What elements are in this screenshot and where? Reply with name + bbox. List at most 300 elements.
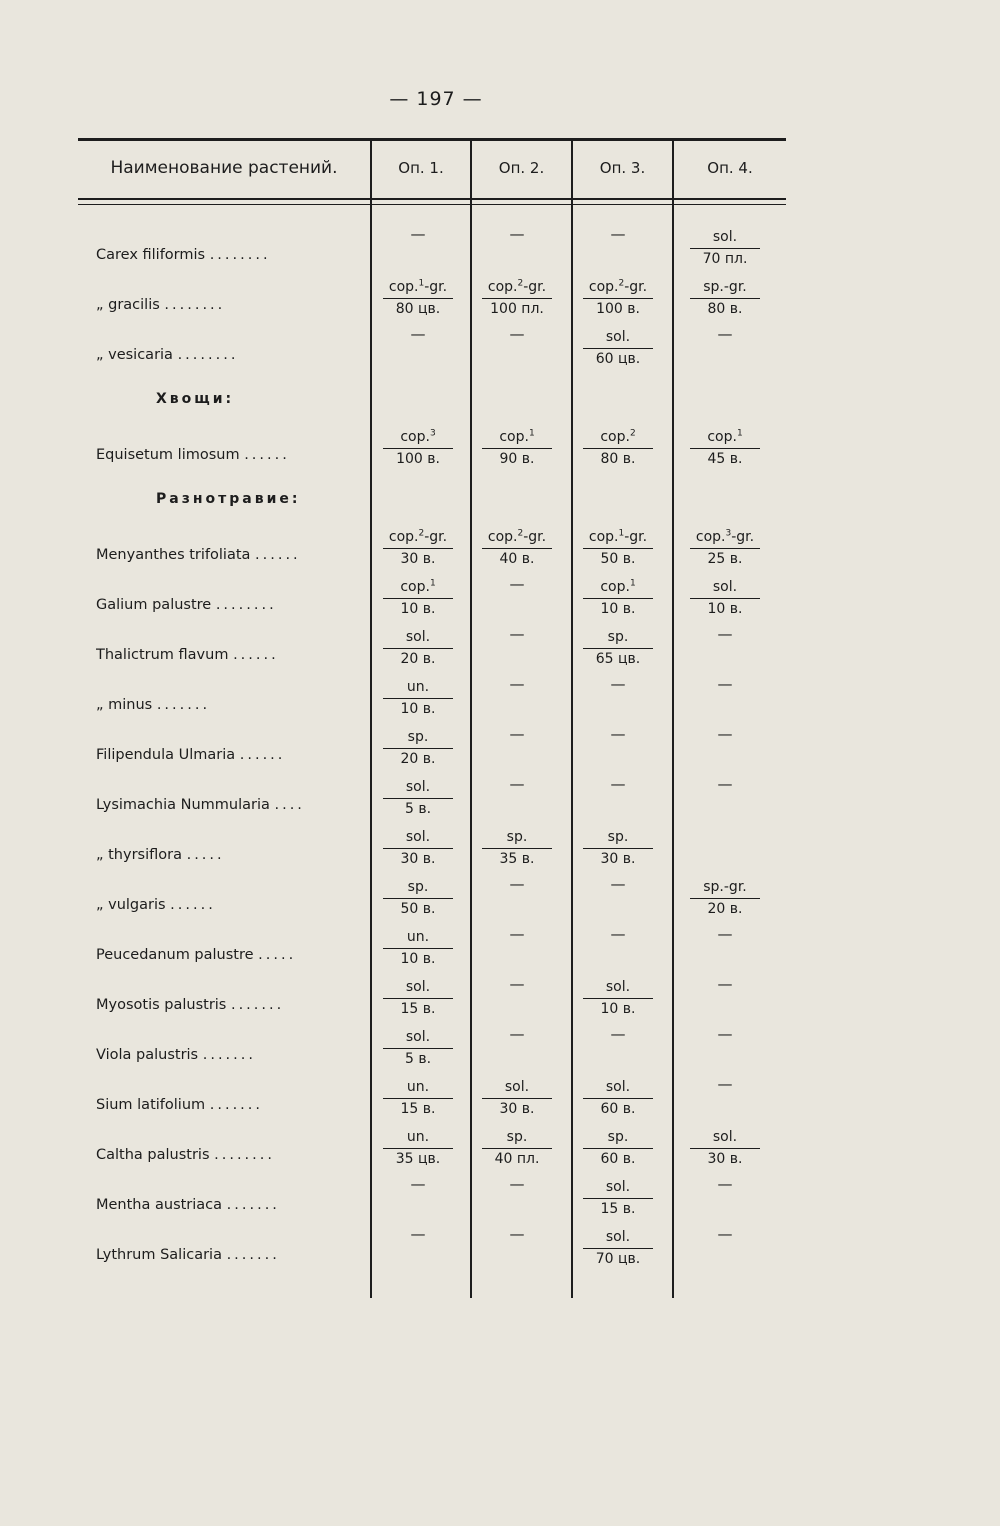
abundance-text: cop. [588, 529, 619, 545]
abundance-value [583, 977, 653, 997]
empty-dash: — [509, 1025, 525, 1043]
abundance-text: sp. [607, 629, 629, 645]
table-row [78, 773, 786, 823]
height-phase-value: 35 в. [499, 851, 535, 867]
abundance-cell [482, 323, 552, 373]
table-row [78, 823, 786, 873]
abundance-cell [690, 1173, 760, 1223]
height-phase-value: 30 в. [600, 851, 636, 867]
plant-name [96, 747, 366, 769]
abundance-cell [383, 1073, 453, 1123]
abundance-value [383, 1077, 453, 1097]
abundance-value [383, 1027, 453, 1047]
abundance-cell [583, 823, 653, 873]
height-phase-value: 45 в. [707, 451, 743, 467]
plant-name [96, 1047, 366, 1069]
height-phase-value: 20 в. [707, 901, 743, 917]
abundance-value [583, 1127, 653, 1147]
abundance-value [383, 877, 453, 897]
plant-name-text: „ vulgaris [96, 897, 166, 913]
abundance-text: cop. [499, 429, 529, 445]
abundance-cell [482, 1123, 552, 1173]
abundance-text: cop. [600, 429, 630, 445]
abundance-text: sol. [605, 1079, 631, 1095]
abundance-degree: 3 [429, 428, 436, 439]
header-op1: Оп. 1. [398, 159, 444, 177]
dot-leader: ...... [233, 647, 279, 663]
dot-leader: ....... [226, 1197, 280, 1213]
abundance-suffix: -gr. [523, 279, 547, 295]
abundance-value [482, 427, 552, 447]
abundance-value [690, 427, 760, 447]
abundance-cell [583, 623, 653, 673]
abundance-text: un. [406, 929, 430, 945]
header-op2: Оп. 2. [498, 159, 545, 177]
abundance-cell [583, 1023, 653, 1073]
dot-leader: ........ [164, 297, 226, 313]
abundance-text: sol. [504, 1079, 530, 1095]
abundance-degree: 2 [618, 278, 625, 289]
abundance-cell [690, 1223, 760, 1273]
plant-name-text: Myosotis palustris [96, 997, 227, 1013]
abundance-cell [583, 1223, 653, 1273]
height-phase-value: 50 в. [600, 551, 636, 567]
plant-name-text: „ minus [96, 697, 153, 713]
abundance-cell [583, 1123, 653, 1173]
empty-dash: — [610, 875, 626, 893]
height-phase-value: 15 в. [400, 1101, 436, 1117]
empty-dash: — [610, 225, 626, 243]
page-number: — 197 — [389, 88, 483, 110]
plant-name [96, 647, 366, 669]
height-phase-value: 10 в. [707, 601, 743, 617]
dot-leader: ...... [255, 547, 301, 563]
abundance-degree: 2 [418, 528, 425, 539]
abundance-cell [690, 623, 760, 673]
abundance-cell [383, 523, 453, 573]
abundance-cell [690, 823, 760, 873]
table-row [78, 523, 786, 573]
abundance-cell [690, 1073, 760, 1123]
plant-name [96, 297, 366, 319]
abundance-cell [583, 873, 653, 923]
abundance-cell [482, 1023, 552, 1073]
abundance-cell [383, 423, 453, 473]
abundance-cell [690, 273, 760, 323]
abundance-cell [383, 1223, 453, 1273]
abundance-value [482, 1077, 552, 1097]
plant-name [96, 797, 366, 819]
table-row [78, 1123, 786, 1173]
abundance-text: sol. [712, 579, 738, 595]
dot-leader: ........ [214, 1147, 275, 1163]
plant-name-text: Equisetum limosum [96, 447, 240, 463]
abundance-text: cop. [400, 429, 430, 445]
abundance-cell [482, 1073, 552, 1123]
abundance-cell [482, 923, 552, 973]
height-phase-value: 30 в. [400, 851, 436, 867]
abundance-cell [690, 673, 760, 723]
abundance-text: sp. [407, 879, 429, 895]
abundance-degree: 3 [725, 528, 732, 539]
plant-name-text: Filipendula Ulmaria [96, 747, 236, 763]
empty-dash: — [509, 1175, 525, 1193]
plant-name [96, 447, 366, 469]
abundance-value [690, 577, 760, 597]
abundance-text: sp. [607, 1129, 629, 1145]
abundance-cell [383, 1023, 453, 1073]
abundance-cell [383, 1173, 453, 1223]
height-phase-value: 70 цв. [595, 1251, 641, 1267]
height-phase-value: 40 в. [499, 551, 535, 567]
height-phase-value: 80 цв. [395, 301, 441, 317]
empty-dash: — [717, 625, 733, 643]
header-rule-1 [78, 198, 786, 200]
plant-name [96, 347, 366, 369]
plant-name-text: Lythrum Salicaria [96, 1247, 222, 1263]
empty-dash: — [509, 975, 525, 993]
empty-dash: — [509, 625, 525, 643]
plant-name [96, 1247, 366, 1269]
abundance-cell [482, 623, 552, 673]
dot-leader: ....... [230, 997, 285, 1013]
dot-leader: ....... [226, 1247, 280, 1263]
abundance-cell [583, 523, 653, 573]
abundance-cell [482, 773, 552, 823]
abundance-suffix: -gr. [624, 529, 648, 545]
height-phase-value: 80 в. [707, 301, 743, 317]
abundance-cell [383, 923, 453, 973]
plant-name [96, 1147, 366, 1169]
abundance-text: sol. [405, 829, 431, 845]
plant-name [96, 897, 366, 919]
abundance-value [383, 927, 453, 947]
abundance-cell [690, 1023, 760, 1073]
section-heading-forbs: Разнотравие: [156, 491, 301, 507]
abundance-text: sol. [712, 1129, 738, 1145]
abundance-cell [690, 973, 760, 1023]
abundance-value [583, 1177, 653, 1197]
height-phase-value: 5 в. [404, 1051, 432, 1067]
plant-name [96, 997, 366, 1019]
header-op4: Оп. 4. [707, 159, 753, 177]
dot-leader: ..... [186, 847, 225, 863]
height-phase-value: 40 пл. [494, 1151, 540, 1167]
empty-dash: — [610, 725, 626, 743]
abundance-text: sol. [605, 979, 631, 995]
abundance-cell [482, 223, 552, 273]
plant-name [96, 947, 366, 969]
dot-leader: .... [274, 797, 305, 813]
abundance-cell [583, 673, 653, 723]
abundance-cell [583, 573, 653, 623]
abundance-degree: 2 [517, 278, 524, 289]
height-phase-value: 10 в. [400, 601, 436, 617]
abundance-text: sol. [605, 1179, 631, 1195]
table-row [78, 273, 786, 323]
abundance-degree: 1 [528, 428, 535, 439]
abundance-text: cop. [388, 529, 419, 545]
abundance-cell [690, 923, 760, 973]
abundance-value [690, 277, 760, 297]
abundance-value [383, 827, 453, 847]
abundance-cell [383, 623, 453, 673]
empty-dash: — [509, 925, 525, 943]
abundance-degree: 2 [629, 428, 636, 439]
abundance-value [383, 577, 453, 597]
abundance-degree: 1 [629, 578, 636, 589]
abundance-cell [482, 573, 552, 623]
height-phase-value: 25 в. [707, 551, 743, 567]
abundance-cell [383, 723, 453, 773]
dot-leader: ...... [244, 447, 290, 463]
dot-leader: ........ [177, 347, 239, 363]
abundance-text: cop. [707, 429, 737, 445]
empty-dash: — [410, 1225, 426, 1243]
abundance-cell [583, 773, 653, 823]
height-phase-value: 5 в. [404, 801, 432, 817]
abundance-cell [690, 323, 760, 373]
abundance-cell [482, 873, 552, 923]
plant-name-text: Carex filiformis [96, 247, 206, 263]
abundance-cell [482, 1173, 552, 1223]
dot-leader: ........ [215, 597, 277, 613]
abundance-text: sp. [506, 1129, 528, 1145]
abundance-cell [482, 723, 552, 773]
abundance-value [383, 677, 453, 697]
abundance-cell [383, 573, 453, 623]
table-row [78, 873, 786, 923]
abundance-value [690, 527, 760, 547]
abundance-value [383, 277, 453, 297]
empty-dash: — [717, 1175, 733, 1193]
empty-dash: — [717, 925, 733, 943]
empty-dash: — [509, 575, 525, 593]
abundance-suffix: -gr. [523, 529, 547, 545]
plant-name [96, 597, 366, 619]
table-row [78, 423, 786, 473]
abundance-degree: 1 [418, 278, 425, 289]
plant-name-text: Viola palustris [96, 1047, 199, 1063]
abundance-suffix: -gr. [731, 529, 755, 545]
empty-dash: — [410, 1175, 426, 1193]
dot-leader: ..... [258, 947, 297, 963]
empty-dash: — [610, 675, 626, 693]
abundance-cell [583, 923, 653, 973]
empty-dash: — [509, 675, 525, 693]
abundance-degree: 1 [618, 528, 625, 539]
abundance-text: sol. [405, 979, 431, 995]
abundance-cell [383, 1123, 453, 1173]
abundance-cell [583, 973, 653, 1023]
abundance-cell [690, 1123, 760, 1173]
abundance-value [383, 727, 453, 747]
plant-name-text: Galium palustre [96, 597, 212, 613]
height-phase-value: 30 в. [499, 1101, 535, 1117]
header-op3: Оп. 3. [599, 159, 646, 177]
plant-table [78, 138, 786, 1298]
abundance-text: cop. [588, 279, 619, 295]
abundance-cell [482, 523, 552, 573]
abundance-cell [482, 823, 552, 873]
abundance-cell [690, 773, 760, 823]
abundance-value [383, 1127, 453, 1147]
abundance-cell [690, 423, 760, 473]
abundance-value [383, 427, 453, 447]
abundance-cell [383, 773, 453, 823]
abundance-cell [583, 273, 653, 323]
height-phase-value: 60 в. [600, 1101, 636, 1117]
abundance-cell [482, 973, 552, 1023]
abundance-cell [690, 573, 760, 623]
plant-name [96, 1097, 366, 1119]
height-phase-value: 15 в. [600, 1201, 636, 1217]
height-phase-value: 65 цв. [595, 651, 641, 667]
abundance-cell [383, 823, 453, 873]
abundance-value [583, 577, 653, 597]
table-row [78, 1173, 786, 1223]
plant-name [96, 697, 366, 719]
plant-name-text: „ gracilis [96, 297, 160, 313]
height-phase-value: 30 в. [400, 551, 436, 567]
abundance-value [383, 527, 453, 547]
empty-dash: — [509, 725, 525, 743]
abundance-cell [583, 1073, 653, 1123]
abundance-cell [583, 1173, 653, 1223]
height-phase-value: 80 в. [600, 451, 636, 467]
height-phase-value: 20 в. [400, 751, 436, 767]
plant-name-text: Mentha austriaca [96, 1197, 223, 1213]
abundance-text: sp.-gr. [703, 879, 747, 895]
abundance-value [583, 527, 653, 547]
plant-name-text: „ vesicaria [96, 347, 173, 363]
abundance-degree: 1 [736, 428, 743, 439]
abundance-cell [690, 723, 760, 773]
abundance-text: sp.-gr. [703, 279, 747, 295]
abundance-value [482, 827, 552, 847]
empty-dash: — [717, 675, 733, 693]
abundance-text: sp. [506, 829, 528, 845]
plant-name-text: Sium latifolium [96, 1097, 206, 1113]
table-row [78, 223, 786, 273]
abundance-value [482, 1127, 552, 1147]
plant-name-text: Menyanthes trifoliata [96, 547, 251, 563]
height-phase-value: 10 в. [400, 701, 436, 717]
abundance-text: sp. [407, 729, 429, 745]
abundance-cell [690, 523, 760, 573]
empty-dash: — [509, 775, 525, 793]
empty-dash: — [717, 1075, 733, 1093]
height-phase-value: 30 в. [707, 1151, 743, 1167]
empty-dash: — [410, 325, 426, 343]
abundance-text: sol. [405, 1029, 431, 1045]
abundance-value [482, 277, 552, 297]
height-phase-value: 10 в. [400, 951, 436, 967]
abundance-text: un. [406, 1079, 430, 1095]
height-phase-value: 50 в. [400, 901, 436, 917]
dot-leader: ....... [202, 1047, 256, 1063]
height-phase-value: 15 в. [400, 1001, 436, 1017]
empty-dash: — [717, 775, 733, 793]
height-phase-value: 35 цв. [395, 1151, 441, 1167]
abundance-text: cop. [388, 279, 419, 295]
empty-dash: — [509, 875, 525, 893]
height-phase-value: 10 в. [600, 601, 636, 617]
abundance-cell [383, 223, 453, 273]
abundance-cell [383, 873, 453, 923]
abundance-cell [583, 223, 653, 273]
abundance-suffix: -gr. [624, 279, 648, 295]
header-rule-2 [78, 204, 786, 205]
empty-dash: — [410, 225, 426, 243]
abundance-value [482, 527, 552, 547]
plant-name-text: „ thyrsiflora [96, 847, 182, 863]
table-row [78, 973, 786, 1023]
empty-dash: — [610, 925, 626, 943]
abundance-degree: 1 [429, 578, 436, 589]
abundance-value [583, 427, 653, 447]
abundance-value [583, 1077, 653, 1097]
dot-leader: ...... [170, 897, 216, 913]
abundance-text: cop. [600, 579, 630, 595]
table-row [78, 1073, 786, 1123]
abundance-value [583, 327, 653, 347]
abundance-text: sol. [405, 629, 431, 645]
height-phase-value: 100 в. [596, 301, 640, 317]
abundance-cell [583, 323, 653, 373]
height-phase-value: 60 в. [600, 1151, 636, 1167]
abundance-text: sol. [605, 329, 631, 345]
abundance-text: sol. [405, 779, 431, 795]
abundance-cell [383, 273, 453, 323]
table-row [78, 673, 786, 723]
empty-dash: — [610, 775, 626, 793]
abundance-value [583, 627, 653, 647]
abundance-text: un. [406, 1129, 430, 1145]
abundance-text: un. [406, 679, 430, 695]
abundance-cell [690, 873, 760, 923]
abundance-cell [690, 223, 760, 273]
plant-name [96, 847, 366, 869]
abundance-text: cop. [695, 529, 726, 545]
abundance-value [583, 1227, 653, 1247]
abundance-degree: 2 [517, 528, 524, 539]
empty-dash: — [717, 725, 733, 743]
abundance-cell [383, 673, 453, 723]
abundance-cell [583, 723, 653, 773]
height-phase-value: 20 в. [400, 651, 436, 667]
abundance-text: cop. [487, 279, 518, 295]
abundance-cell [482, 273, 552, 323]
plant-name-text: Thalictrum flavum [96, 647, 229, 663]
abundance-value [690, 1127, 760, 1147]
abundance-cell [583, 423, 653, 473]
table-row [78, 573, 786, 623]
height-phase-value: 100 в. [396, 451, 440, 467]
abundance-value [690, 227, 760, 247]
plant-name [96, 547, 366, 569]
abundance-value [383, 627, 453, 647]
empty-dash: — [717, 975, 733, 993]
empty-dash: — [717, 1025, 733, 1043]
plant-name-text: Lysimachia Nummularia [96, 797, 270, 813]
table-row [78, 1023, 786, 1073]
plant-name [96, 1197, 366, 1219]
table-row [78, 723, 786, 773]
abundance-cell [383, 973, 453, 1023]
abundance-cell [383, 323, 453, 373]
height-phase-value: 60 цв. [595, 351, 641, 367]
